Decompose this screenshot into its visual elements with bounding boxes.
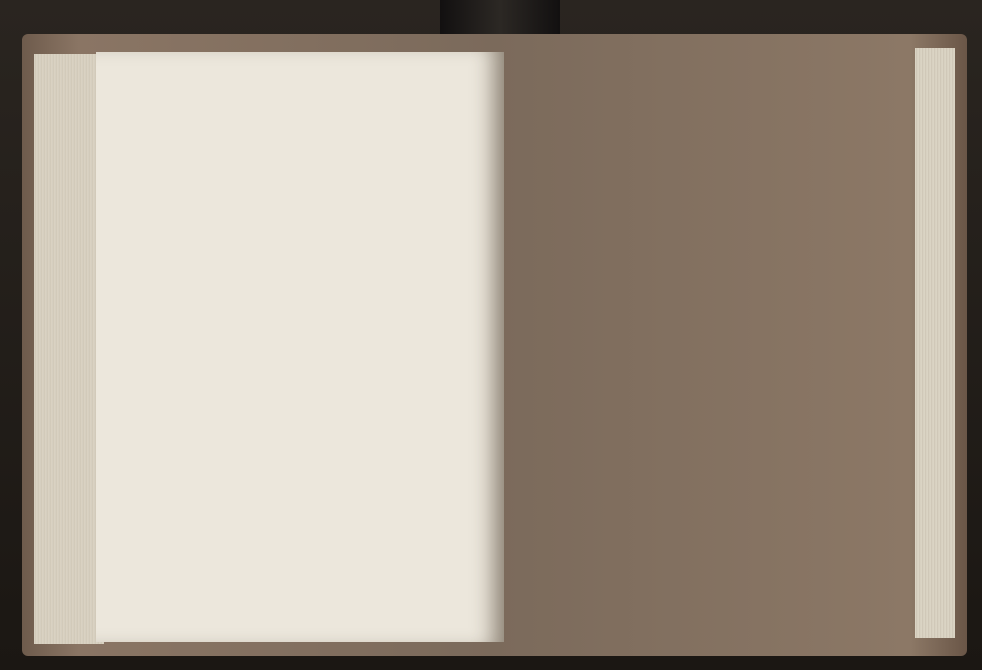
page-edges-right	[915, 48, 955, 638]
page-edges-left	[34, 54, 104, 644]
left-page	[96, 52, 504, 642]
